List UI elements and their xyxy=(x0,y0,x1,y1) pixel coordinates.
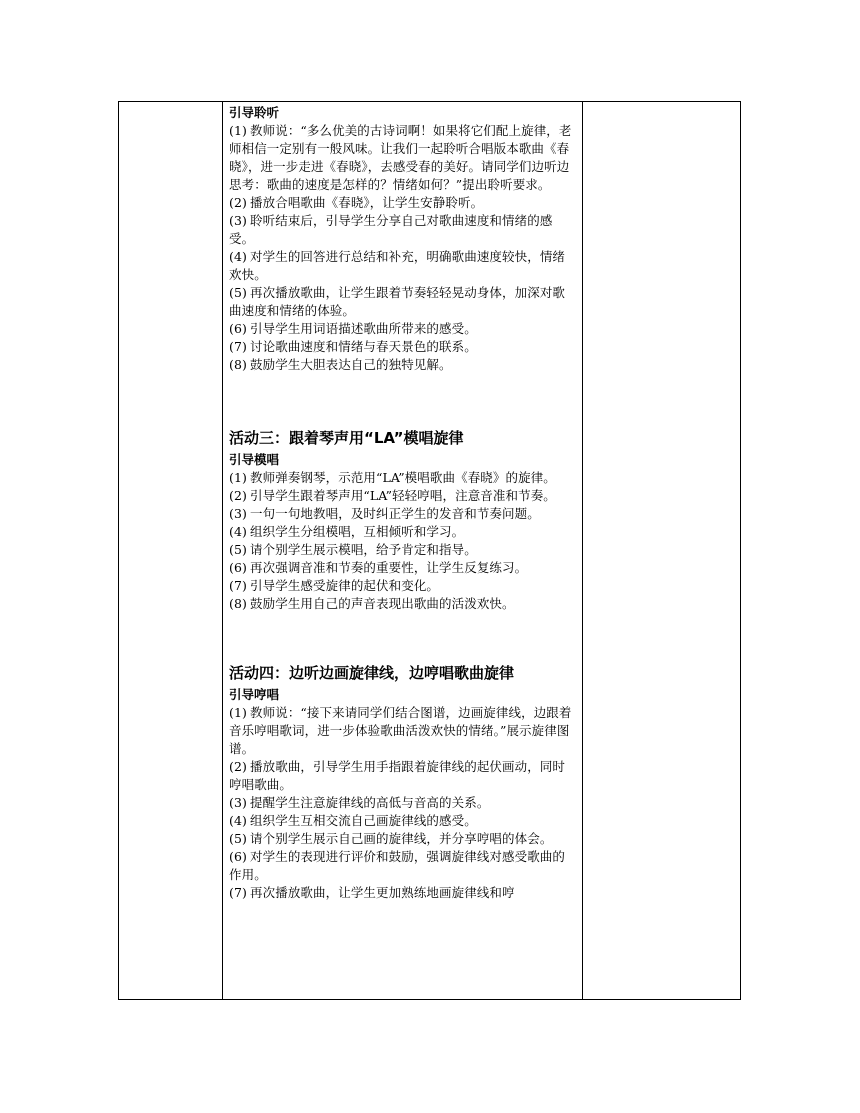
list-item: (7) 再次播放歌曲，让学生更加熟练地画旋律线和哼 xyxy=(229,885,515,900)
section-activity-three xyxy=(229,428,574,613)
list-item: (3) 一句一句地教唱，及时纠正学生的发音和节奏问题。 xyxy=(229,506,540,521)
list-item: (4) 组织学生互相交流自己画旋律线的感受。 xyxy=(229,813,477,828)
list-item: (1) 教师说：“接下来请同学们结合图谱，边画旋律线，边跟着音乐哼唱歌词，进一步体验歌曲活泼欢快的情绪。”展示旋律图谱。 xyxy=(229,705,572,756)
list-item: (3) 聆听结束后，引导学生分享自己对歌曲速度和情绪的感受。 xyxy=(229,213,553,246)
list-item: (6) 引导学生用词语描述歌曲所带来的感受。 xyxy=(229,321,477,336)
column-divider-left xyxy=(222,102,223,999)
list-item: (7) 引导学生感受旋律的起伏和变化。 xyxy=(229,578,440,593)
list-item: (8) 鼓励学生用自己的声音表现出歌曲的活泼欢快。 xyxy=(229,596,515,611)
list-item: (2) 播放合唱歌曲《春晓》，让学生安静聆听。 xyxy=(229,195,484,210)
section-activity-four xyxy=(229,663,574,902)
section-subtitle: 引导模唱 xyxy=(229,452,280,467)
list-item: (1) 教师说：“多么优美的古诗词啊！如果将它们配上旋律，老师相信一定别有一般风味。让我们一起聆听合唱版本歌曲《春晓》，进一步走进《春晓》，去感受春的美好。请同学们边听边思考：歌曲的速度是怎样的？情绪如何？”提出聆听要求。 xyxy=(229,123,572,192)
list-item: (3) 提醒学生注意旋律线的高低与音高的关系。 xyxy=(229,795,490,810)
list-item: (2) 播放歌曲，引导学生用手指跟着旋律线的起伏画动，同时哼唱歌曲。 xyxy=(229,759,566,792)
activity-title: 活动三：跟着琴声用“LA”模唱旋律 xyxy=(229,429,464,447)
section-guided-listening xyxy=(229,104,574,374)
list-item: (5) 请个别学生展示模唱，给予肯定和指导。 xyxy=(229,542,477,557)
list-item: (1) 教师弹奏钢琴，示范用“LA”模唱歌曲《春晓》的旋律。 xyxy=(229,470,556,485)
list-item: (8) 鼓励学生大胆表达自己的独特见解。 xyxy=(229,357,452,372)
list-item: (2) 引导学生跟着琴声用“LA”轻轻哼唱，注意音准和节奏。 xyxy=(229,488,556,503)
activity-title: 活动四：边听边画旋律线，边哼唱歌曲旋律 xyxy=(229,664,515,682)
list-item: (4) 组织学生分组模唱，互相倾听和学习。 xyxy=(229,524,465,539)
list-item: (6) 对学生的表现进行评价和鼓励，强调旋律线对感受歌曲的作用。 xyxy=(229,849,566,882)
section-subtitle: 引导聆听 xyxy=(229,105,280,120)
list-item: (4) 对学生的回答进行总结和补充，明确歌曲速度较快，情绪欢快。 xyxy=(229,249,566,282)
section-subtitle: 引导哼唱 xyxy=(229,687,280,702)
list-item: (5) 再次播放歌曲，让学生跟着节奏轻轻晃动身体，加深对歌曲速度和情绪的体验。 xyxy=(229,285,566,318)
list-item: (7) 讨论歌曲速度和情绪与春天景色的联系。 xyxy=(229,339,477,354)
list-item: (5) 请个别学生展示自己画的旋律线，并分享哼唱的体会。 xyxy=(229,831,553,846)
list-item: (6) 再次强调音准和节奏的重要性，让学生反复练习。 xyxy=(229,560,528,575)
lesson-content-cell xyxy=(229,104,574,997)
column-divider-right xyxy=(582,102,583,999)
